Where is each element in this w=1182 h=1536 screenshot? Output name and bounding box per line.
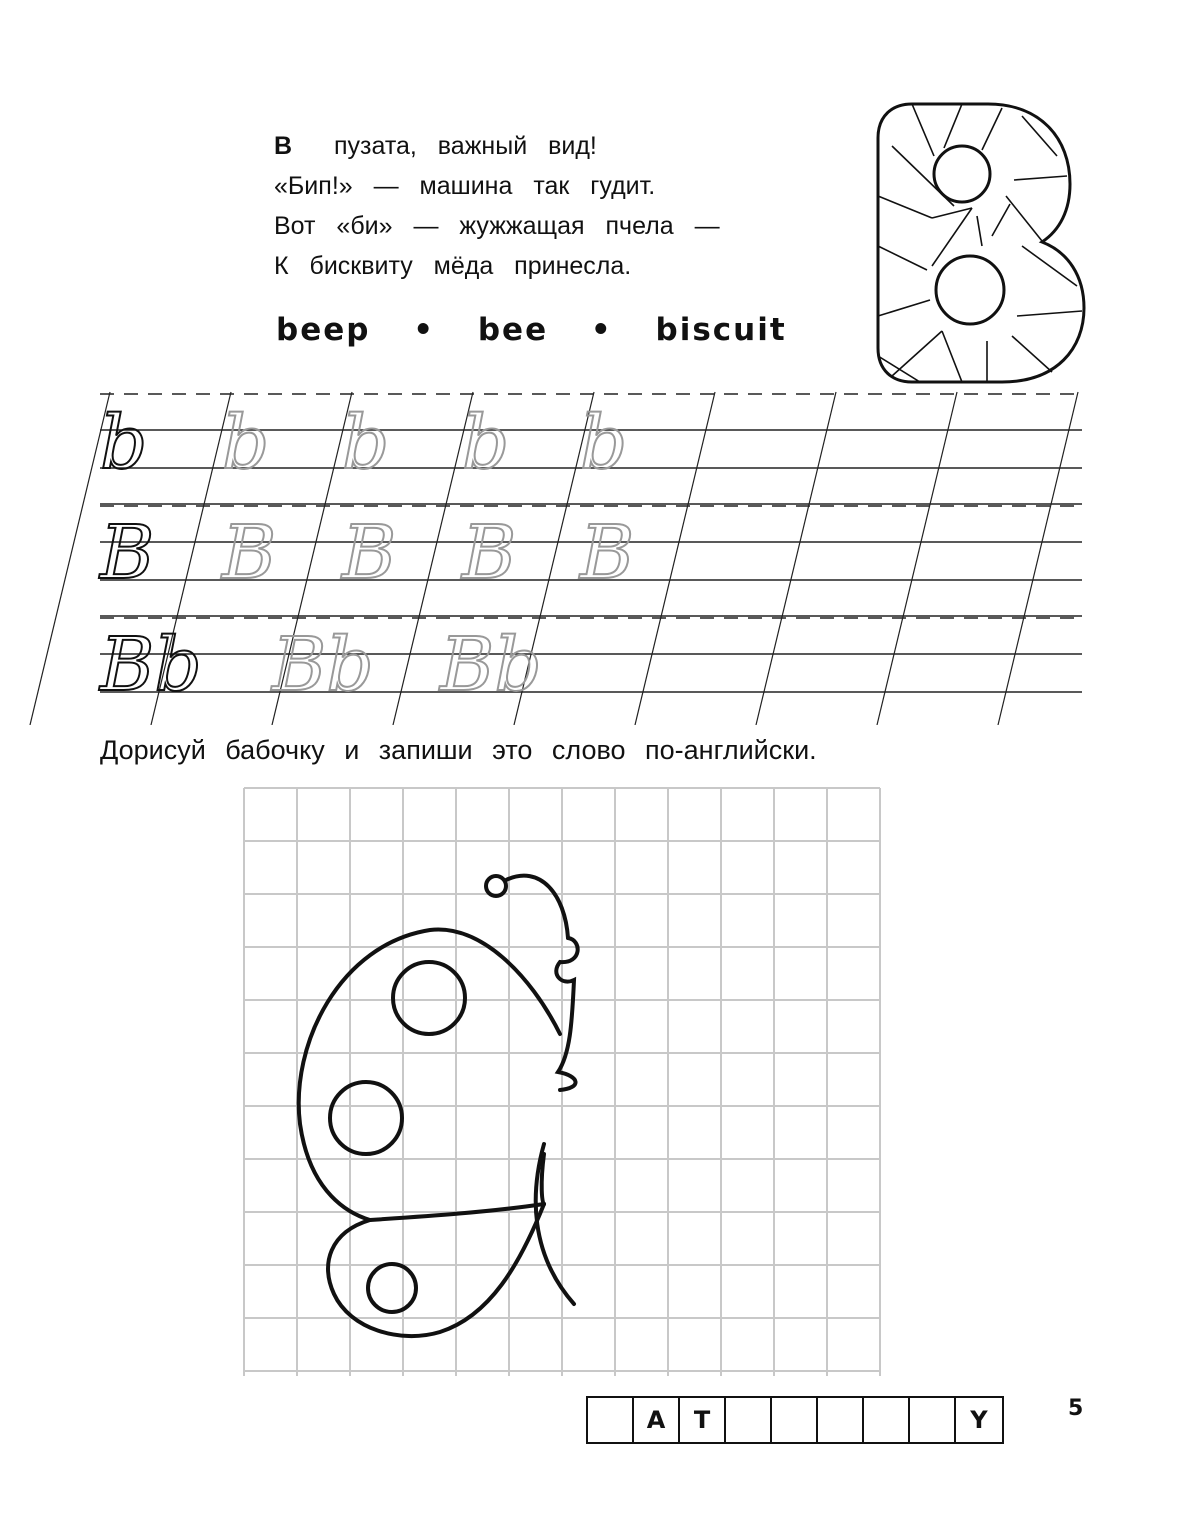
- poem-line-2: «Бип!» — машина так гудит.: [274, 172, 656, 200]
- trace-letter-b-3: b: [462, 400, 510, 486]
- word-separator-1: •: [413, 312, 436, 348]
- trace-letter-b-2: b: [342, 400, 390, 486]
- answer-cell-7[interactable]: [864, 1398, 910, 1442]
- vocabulary-words: [276, 312, 787, 348]
- model-letter-B: B: [100, 510, 155, 596]
- decorated-letter-b-icon: [872, 86, 1088, 386]
- answer-cell-8[interactable]: [910, 1398, 956, 1442]
- drawing-grid[interactable]: [240, 784, 886, 1380]
- page-number: 5: [1068, 1396, 1084, 1421]
- poem-letter: B: [274, 132, 293, 160]
- answer-cell-5[interactable]: [772, 1398, 818, 1442]
- trace-letter-B-1: B: [222, 510, 277, 596]
- model-letter-b: b: [100, 400, 148, 486]
- word-bee: bee: [477, 312, 549, 348]
- answer-word-cells: [586, 1396, 1004, 1444]
- word-separator-2: •: [590, 312, 613, 348]
- trace-letter-B-4: B: [580, 510, 635, 596]
- answer-cell-2[interactable]: A: [634, 1398, 680, 1442]
- answer-cell-6[interactable]: [818, 1398, 864, 1442]
- trace-letter-b-1: b: [222, 400, 270, 486]
- poem-line-1: [274, 126, 834, 166]
- trace-letters-Bb-1: Bb: [272, 622, 374, 708]
- word-beep: beep: [276, 312, 371, 348]
- poem: [274, 126, 834, 286]
- model-letters-Bb: Bb: [100, 622, 202, 708]
- trace-letter-B-3: B: [462, 510, 517, 596]
- trace-letters-Bb-2: Bb: [440, 622, 542, 708]
- answer-cell-4[interactable]: [726, 1398, 772, 1442]
- answer-cell-3[interactable]: T: [680, 1398, 726, 1442]
- writing-practice: [0, 380, 1182, 725]
- poem-line-1-text: пузата, важный вид!: [333, 132, 597, 160]
- answer-cell-9[interactable]: Y: [970, 1406, 988, 1434]
- poem-line-4: К бисквиту мёда принесла.: [274, 252, 632, 280]
- task-instruction: Дорисуй бабочку и запиши это слово по-английски.: [100, 735, 817, 765]
- trace-letter-b-4: b: [580, 400, 628, 486]
- trace-letter-B-2: B: [342, 510, 397, 596]
- word-biscuit: biscuit: [655, 312, 787, 348]
- poem-line-3: Вот «би» — жужжащая пчела —: [274, 212, 720, 240]
- answer-cell-1[interactable]: [588, 1398, 634, 1442]
